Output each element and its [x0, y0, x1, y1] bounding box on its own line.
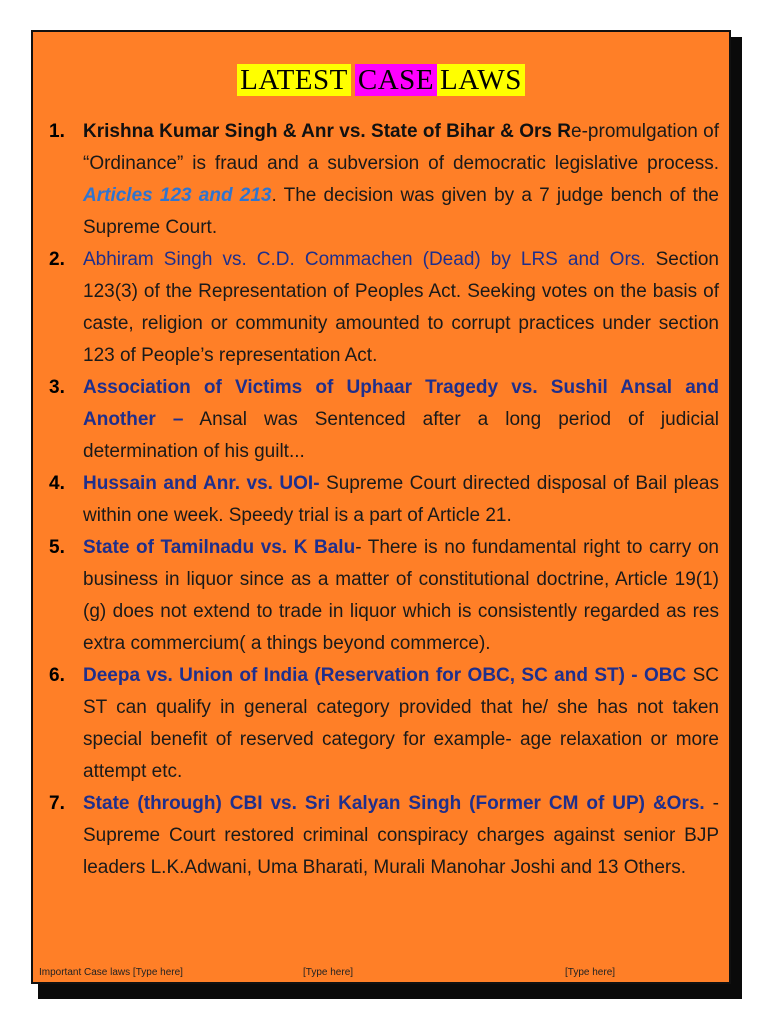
case-text: Section 123(3) of the Representation of Peoples Act. Seeking votes on the basis of caste, religion or community amounted to corrupt practices under section 123 of People’s representation Act. [83, 249, 719, 366]
case-text: - There is no fundamental right to carry on business in liquor since as a matter of constitutional doctrine, Article 19(1) (g) does not extend to trade in liquor which is consistently regarded as res extra commercium( a things beyond commerce). [83, 537, 719, 654]
page-footer [37, 967, 729, 981]
articles-reference: Articles 123 and 213 [83, 185, 272, 206]
case-text: -Supreme Court restored criminal conspiracy charges against senior BJP leaders L.K.Adwani, Uma Bharati, Murali Manohar Joshi and 13 Others. [83, 793, 719, 878]
item-number: 5. [49, 537, 65, 558]
case-title: Krishna Kumar Singh & Anr vs. State of Bihar & Ors R [83, 121, 572, 142]
case-title: Abhiram Singh vs. C.D. Commachen (Dead) by LRS and Ors. [83, 249, 646, 270]
case-title: State (through) CBI vs. Sri Kalyan Singh (Former CM of UP) &Ors. [83, 793, 705, 814]
item-number: 3. [49, 377, 65, 398]
item-number: 2. [49, 249, 65, 270]
case-title: State of Tamilnadu vs. K Balu [83, 537, 356, 558]
list-item [41, 372, 719, 468]
list-item [41, 244, 719, 372]
case-text: Ansal was Sentenced after a long period of judicial determination of his guilt... [83, 409, 719, 462]
list-item [41, 116, 719, 244]
title-latest: LATEST [237, 64, 351, 96]
item-number: 6. [49, 665, 65, 686]
list-item [41, 660, 719, 788]
case-text: SC ST can qualify in general category provided that he/ she has not taken special benefit of reserved category for example- age relaxation or more attempt etc. [83, 665, 719, 782]
footer-right: [Type here] [565, 967, 616, 978]
case-title: Association of Victims of Uphaar Tragedy vs. Sushil Ansal and Another – [83, 377, 719, 430]
item-number: 4. [49, 473, 65, 494]
document-page [31, 30, 731, 984]
case-text: e-promulgation of “Ordinance” is fraud and a subversion of democratic legislative process. [83, 121, 719, 174]
case-law-list [41, 116, 719, 884]
case-text: . The decision was given by a 7 judge bench of the Supreme Court. [83, 185, 719, 238]
case-title: Hussain and Anr. vs. UOI- [83, 473, 320, 494]
title-laws: LAWS [437, 64, 525, 96]
item-number: 7. [49, 793, 65, 814]
footer-center: [Type here] [303, 967, 354, 978]
case-text: Supreme Court directed disposal of Bail pleas within one week. Speedy trial is a part of Article 21. [83, 473, 719, 526]
list-item [41, 532, 719, 660]
page-title [33, 64, 729, 96]
footer-left: Important Case laws [Type here] [39, 967, 183, 978]
case-title: Deepa vs. Union of India (Reservation for OBC, SC and ST) - OBC [83, 665, 687, 686]
list-item [41, 468, 719, 532]
list-item [41, 788, 719, 884]
title-case: CASE [355, 64, 437, 96]
item-number: 1. [49, 121, 65, 142]
